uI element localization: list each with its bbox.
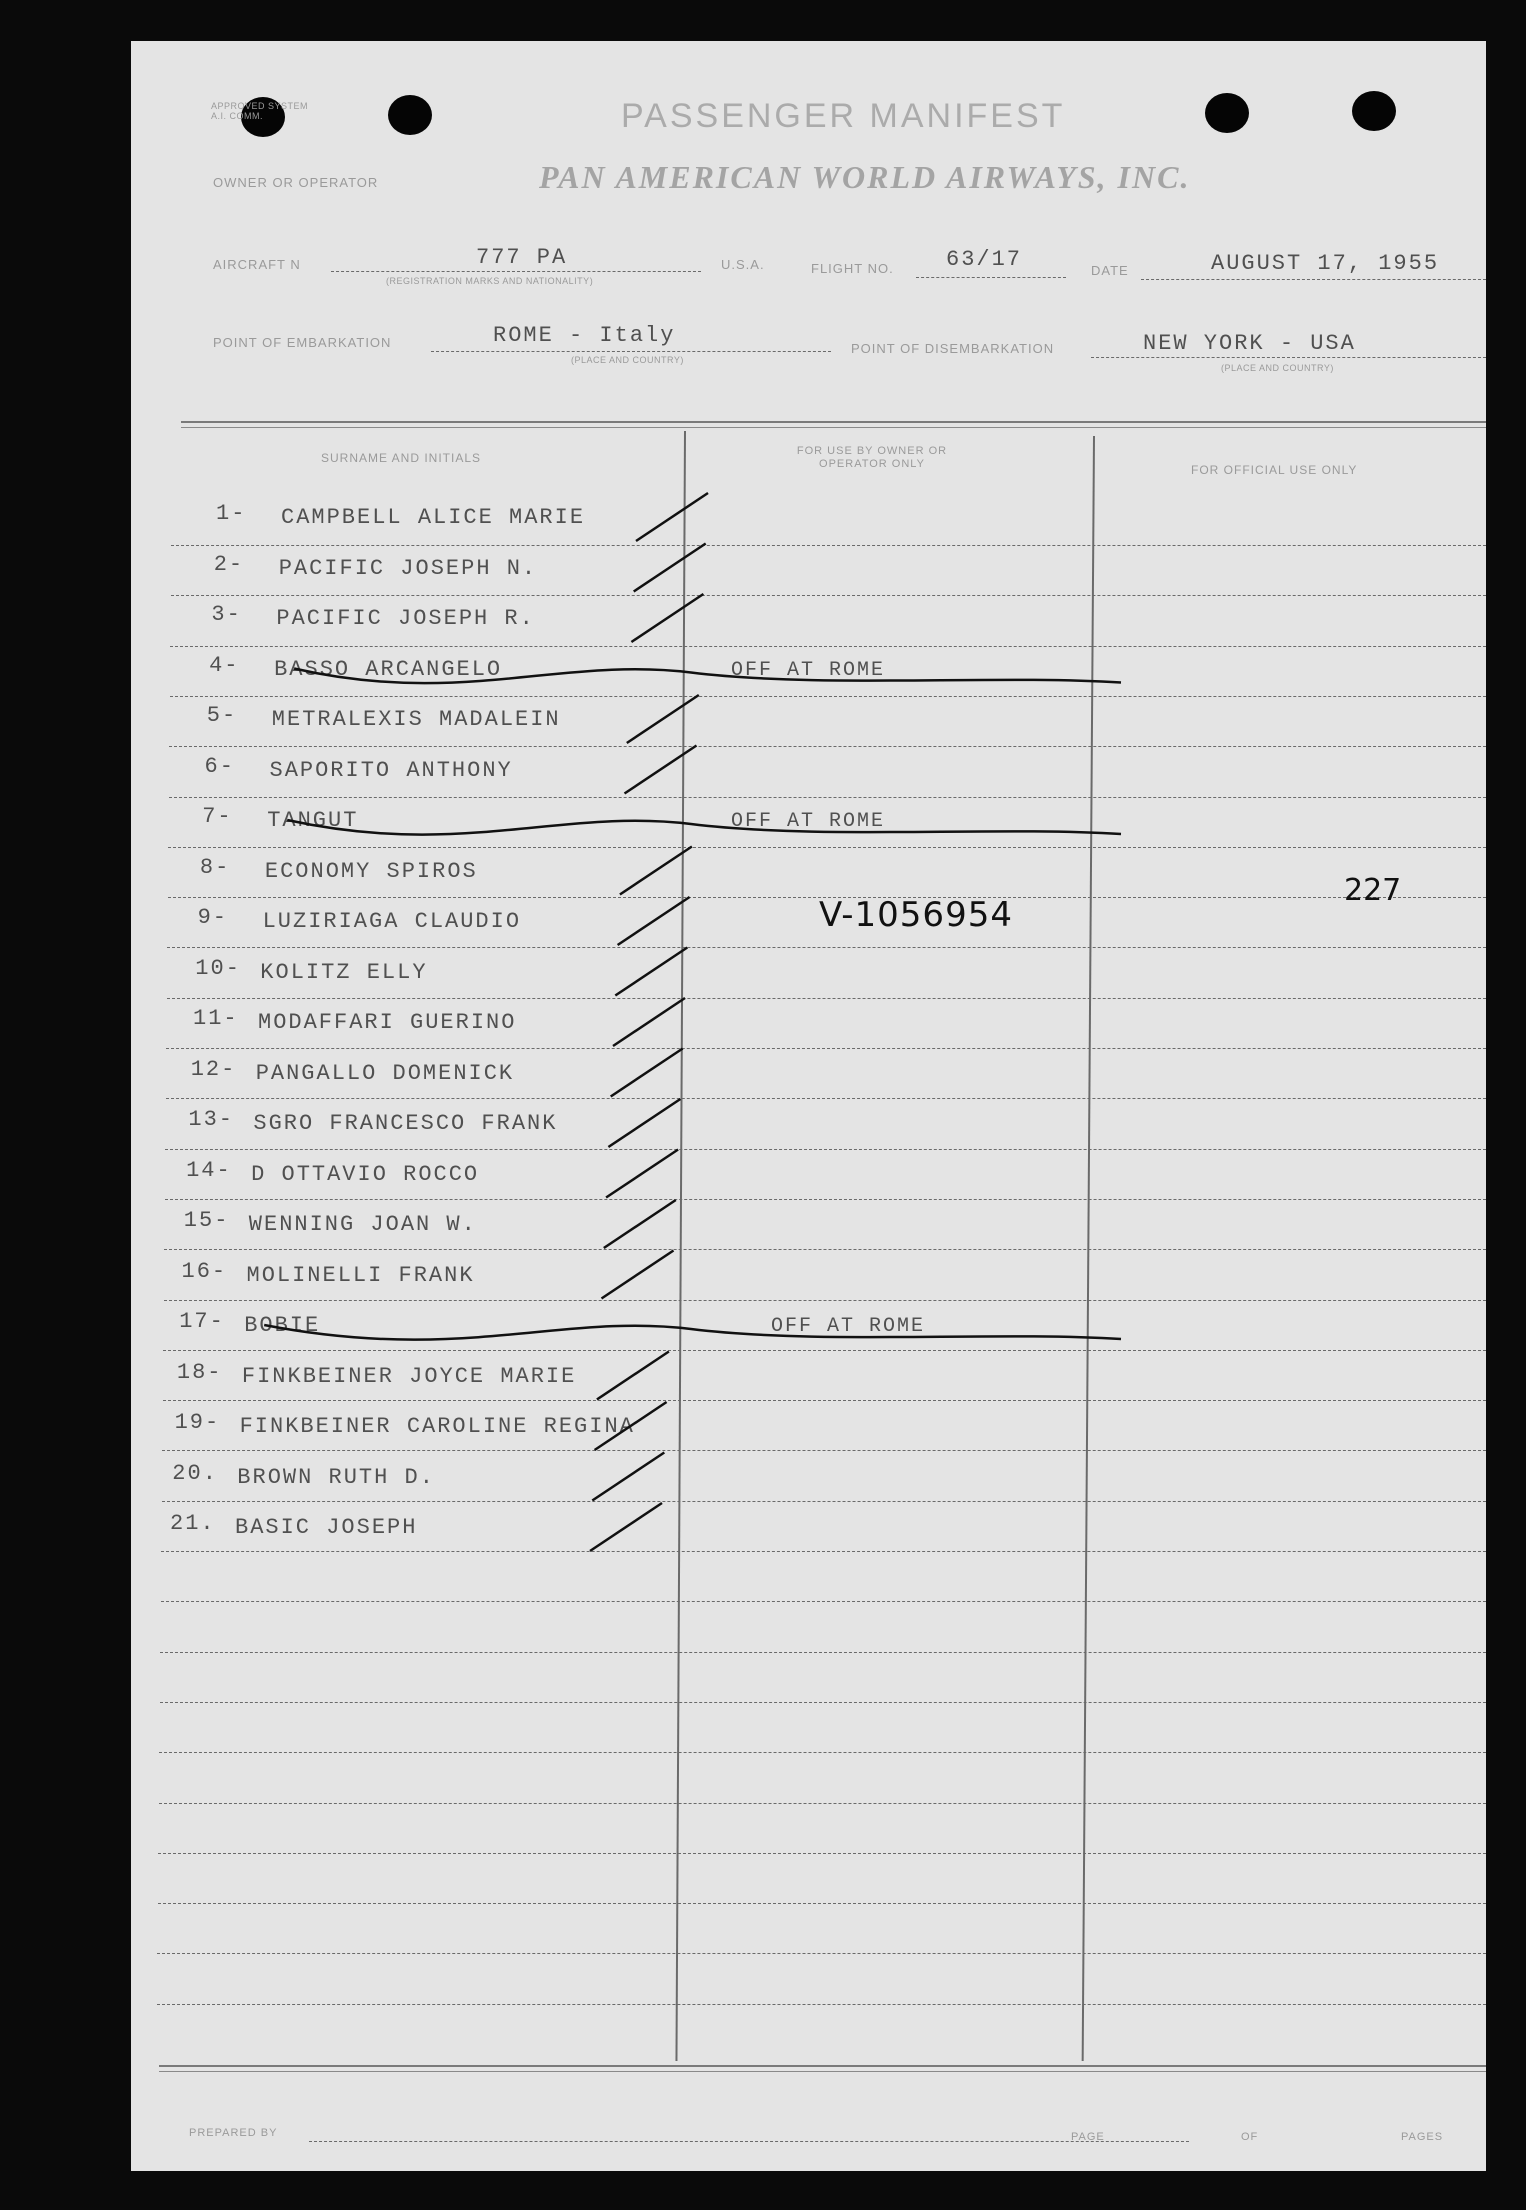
check-mark	[608, 1099, 680, 1147]
strike-through-line	[294, 669, 1121, 684]
disembarkation-sublabel: (PLACE AND COUNTRY)	[1221, 363, 1334, 373]
passenger-number: 10-	[195, 955, 241, 981]
passenger-number: 1-	[216, 501, 247, 526]
passenger-number: 2-	[213, 551, 245, 577]
passenger-number: 14-	[186, 1157, 232, 1183]
embarkation-label: POINT OF EMBARKATION	[213, 335, 392, 350]
check-mark	[611, 1049, 683, 1097]
check-mark	[595, 1402, 667, 1450]
passenger-name: MOLINELLI FRANK	[246, 1262, 475, 1288]
column-header-owner-use: FOR USE BY OWNER OR OPERATOR ONLY	[796, 445, 948, 470]
visa-number-handwritten: V-1056954	[819, 895, 1013, 935]
passenger-number: 19-	[174, 1410, 221, 1435]
strike-through-line	[287, 820, 1121, 835]
form-title: PASSENGER MANIFEST	[621, 97, 1066, 135]
pages-label: PAGES	[1401, 2131, 1444, 2143]
passenger-name: SGRO FRANCESCO FRANK	[253, 1111, 558, 1136]
check-mark	[590, 1503, 662, 1551]
passenger-number: 20.	[172, 1460, 218, 1486]
prepared-by-label: PREPARED BY	[189, 2127, 278, 2139]
check-mark	[631, 594, 703, 642]
passenger-number: 16-	[181, 1258, 228, 1284]
passenger-name: FINKBEINER CAROLINE REGINA	[239, 1414, 635, 1439]
flight-label: FLIGHT NO.	[811, 261, 894, 276]
check-mark	[636, 493, 708, 541]
passenger-name: FINKBEINER JOYCE MARIE	[241, 1363, 577, 1389]
check-mark	[634, 544, 706, 592]
column-header-official: FOR OFFICIAL USE ONLY	[1191, 463, 1358, 477]
embarkation-value: ROME - Italy	[493, 323, 676, 348]
passenger-name: ECONOMY SPIROS	[264, 858, 478, 884]
passenger-name: METRALEXIS MADALEIN	[271, 707, 561, 732]
passenger-name: PANGALLO DOMENICK	[255, 1060, 515, 1086]
of-label: OF	[1241, 2131, 1259, 2143]
check-mark	[592, 1453, 664, 1501]
passenger-name: BASSO ARCANGELO	[274, 656, 503, 682]
aircraft-value: 777 PA	[476, 245, 568, 270]
embarkation-sublabel: (PLACE AND COUNTRY)	[571, 355, 684, 365]
passenger-name: BASIC JOSEPH	[235, 1515, 418, 1540]
check-mark	[602, 1251, 674, 1299]
check-mark	[597, 1352, 669, 1400]
handwritten-marks	[131, 41, 1486, 2171]
check-mark	[620, 847, 692, 895]
official-number-handwritten: 227	[1344, 873, 1402, 908]
passenger-name: TANGUT	[267, 808, 359, 833]
passenger-number: 9-	[197, 905, 228, 930]
passenger-note: OFF AT ROME	[771, 1315, 926, 1338]
passenger-name: CAMPBELL ALICE MARIE	[281, 505, 586, 530]
passenger-note: OFF AT ROME	[731, 810, 886, 833]
passenger-name: PACIFIC JOSEPH R.	[276, 606, 535, 631]
check-mark	[618, 897, 690, 945]
column-header-surname: SURNAME AND INITIALS	[321, 451, 482, 465]
date-label: DATE	[1091, 263, 1129, 278]
passenger-number: 11-	[193, 1006, 239, 1031]
passenger-name: MODAFFARI GUERINO	[258, 1010, 517, 1035]
passenger-number: 12-	[190, 1056, 237, 1082]
passenger-name: BOBIE	[244, 1313, 321, 1338]
passenger-name: SAPORITO ANTHONY	[269, 757, 513, 783]
passenger-number: 21.	[170, 1511, 216, 1536]
passenger-number: 5-	[206, 703, 238, 728]
check-mark	[606, 1150, 678, 1198]
passenger-number: 13-	[188, 1107, 234, 1132]
check-mark	[613, 998, 685, 1046]
airline-name: PAN AMERICAN WORLD AIRWAYS, INC.	[539, 159, 1191, 195]
passenger-number: 3-	[211, 602, 242, 627]
passenger-name: KOLITZ ELLY	[260, 959, 428, 985]
flight-value: 63/17	[946, 247, 1023, 272]
disembarkation-label: POINT OF DISEMBARKATION	[851, 341, 1055, 356]
strike-through-line	[264, 1325, 1121, 1340]
check-mark	[604, 1200, 676, 1248]
passenger-number: 6-	[204, 753, 235, 779]
page-label: PAGE	[1071, 2131, 1105, 2143]
check-mark	[625, 746, 697, 794]
manifest-sheet	[131, 41, 1486, 2171]
owner-label: OWNER OR OPERATOR	[213, 175, 379, 190]
passenger-name: LUZIRIAGA CLAUDIO	[262, 909, 522, 934]
passenger-number: 15-	[183, 1208, 230, 1233]
passenger-number: 17-	[179, 1309, 225, 1334]
passenger-number: 18-	[176, 1359, 223, 1385]
passenger-name: PACIFIC JOSEPH N.	[278, 555, 538, 581]
passenger-number: 8-	[199, 854, 231, 880]
aircraft-label: AIRCRAFT N	[213, 257, 301, 272]
passenger-number: 4-	[209, 652, 240, 678]
check-mark	[615, 948, 687, 996]
approval-stamp: APPROVED SYSTEM A.I. COMM.	[211, 101, 309, 121]
passenger-name: WENNING JOAN W.	[248, 1212, 477, 1237]
usa-label: U.S.A.	[721, 257, 765, 272]
date-value: AUGUST 17, 1955	[1211, 251, 1440, 276]
passenger-name: D OTTAVIO ROCCO	[251, 1161, 480, 1187]
passenger-number: 7-	[202, 804, 233, 829]
check-mark	[627, 695, 699, 743]
passenger-name: BROWN RUTH D.	[237, 1464, 435, 1490]
disembarkation-value: NEW YORK - USA	[1143, 331, 1356, 356]
passenger-note: OFF AT ROME	[731, 658, 886, 682]
aircraft-sublabel: (REGISTRATION MARKS AND NATIONALITY)	[386, 276, 594, 286]
